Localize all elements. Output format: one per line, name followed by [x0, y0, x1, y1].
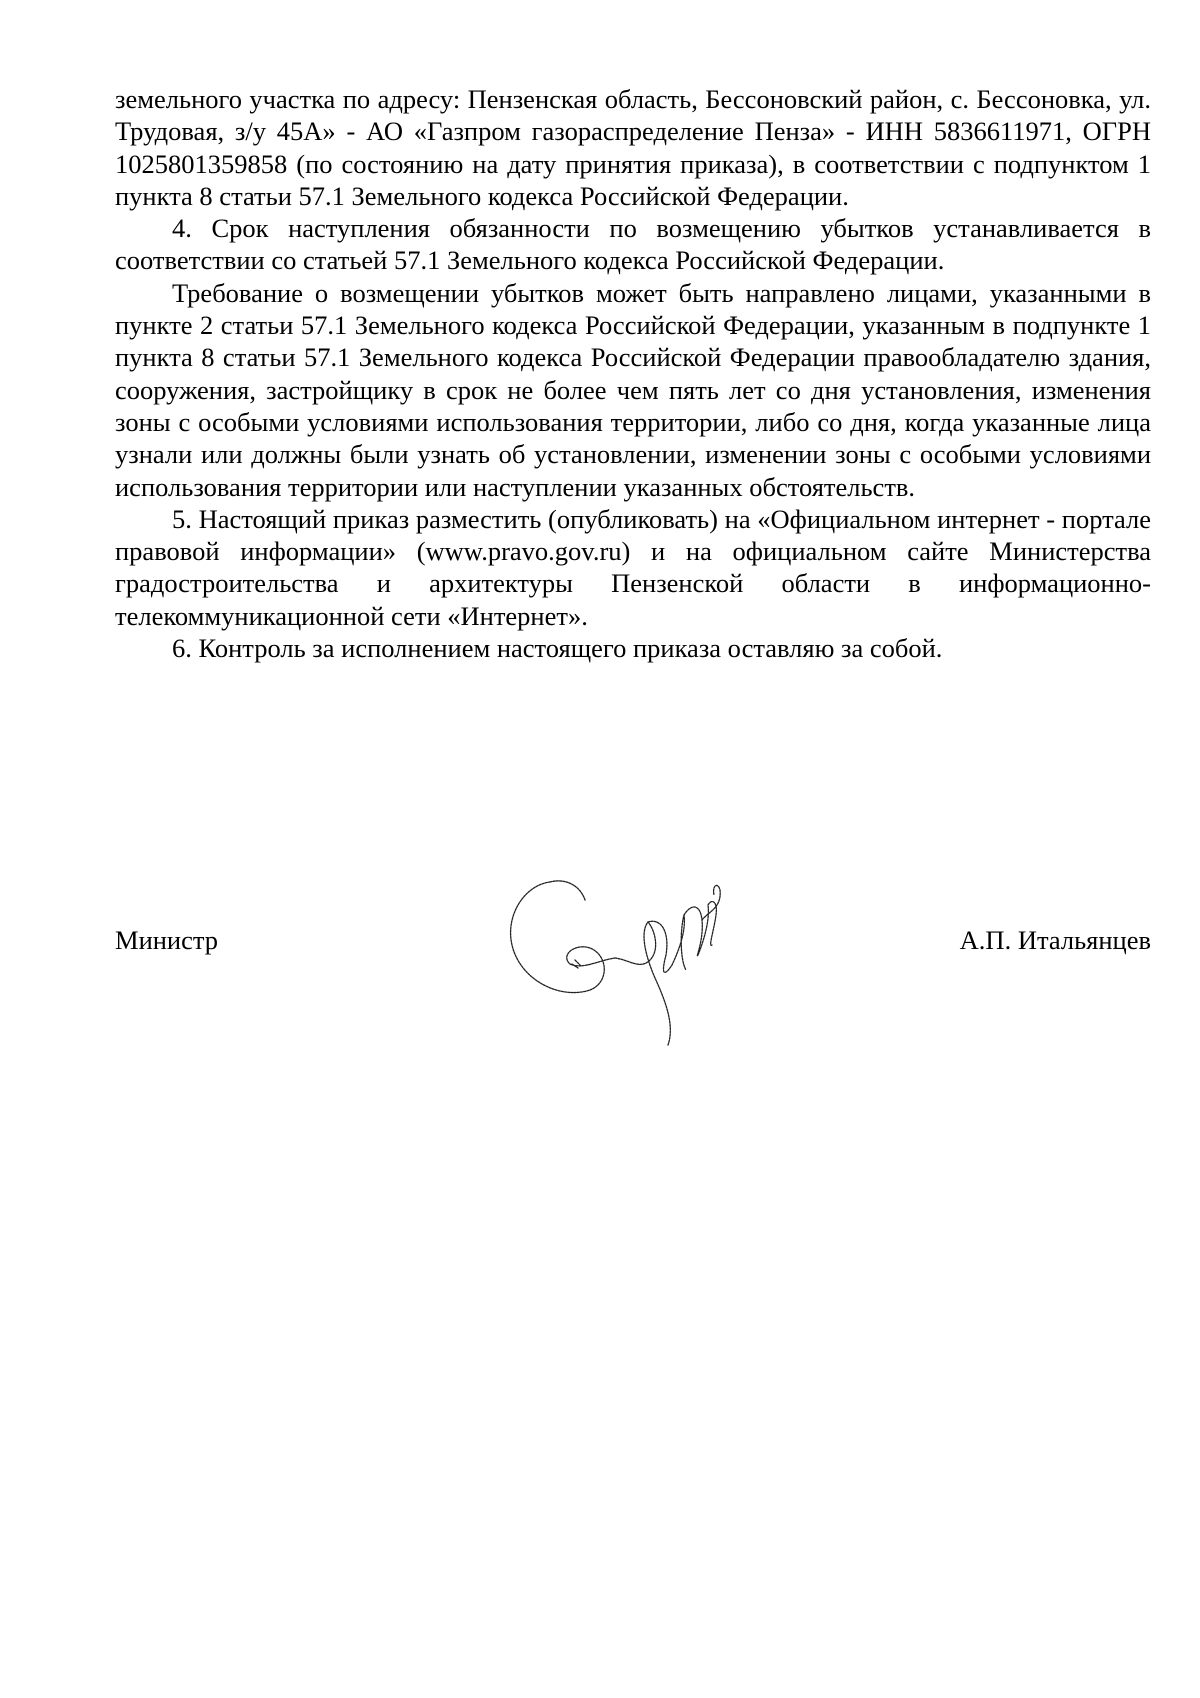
paragraph-continuation: земельного участка по адресу: Пензенская область, Бессоновский район, с. Бессоновка, ул. Трудовая, з/у 45А» - АО «Газпром газораспределение Пенза» - ИНН 5836611971, ОГРН 1025801359858 (по состоянию на дату принятия приказа), в соответствии с подпунктом 1 пункта 8 статьи 57.1 Земельного кодекса Российской Федерации.: [115, 84, 1151, 211]
paragraph-item-4: 4. Срок наступления обязанности по возмещению убытков устанавливается в соответствии со статьей 57.1 Земельного кодекса Российской Федерации.: [115, 213, 1151, 276]
signatory-name: А.П. Итальянцев: [959, 925, 1151, 955]
document-body: [115, 83, 1151, 664]
paragraph-damages-claim: Требование о возмещении убытков может быть направлено лицами, указанными в пункте 2 статьи 57.1 Земельного кодекса Российской Федерации, указанным в подпункте 1 пункта 8 статьи 57.1 Земельного кодекса Российской Федерации правообладателю здания, сооружения, застройщику в срок не более чем пять лет со дня установления, изменения зоны с особыми условиями использования территории, либо со дня, когда указанные лица узнали или должны были узнать об установлении, изменении зоны с особыми условиями использования территории или наступлении указанных обстоятельств.: [115, 277, 1151, 502]
signatory-title: Министр: [115, 925, 219, 955]
handwritten-signature: [490, 860, 770, 1060]
paragraph-item-6: 6. Контроль за исполнением настоящего приказа оставляю за собой.: [172, 633, 943, 664]
paragraph-item-5: 5. Настоящий приказ разместить (опубликовать) на «Официальном интернет - портале правовой информации» (www.pravo.gov.ru) и на официальном сайте Министерства градостроительства и архитектуры Пензенской области в информационно-телекоммуникационной сети «Интернет».: [115, 503, 1151, 631]
